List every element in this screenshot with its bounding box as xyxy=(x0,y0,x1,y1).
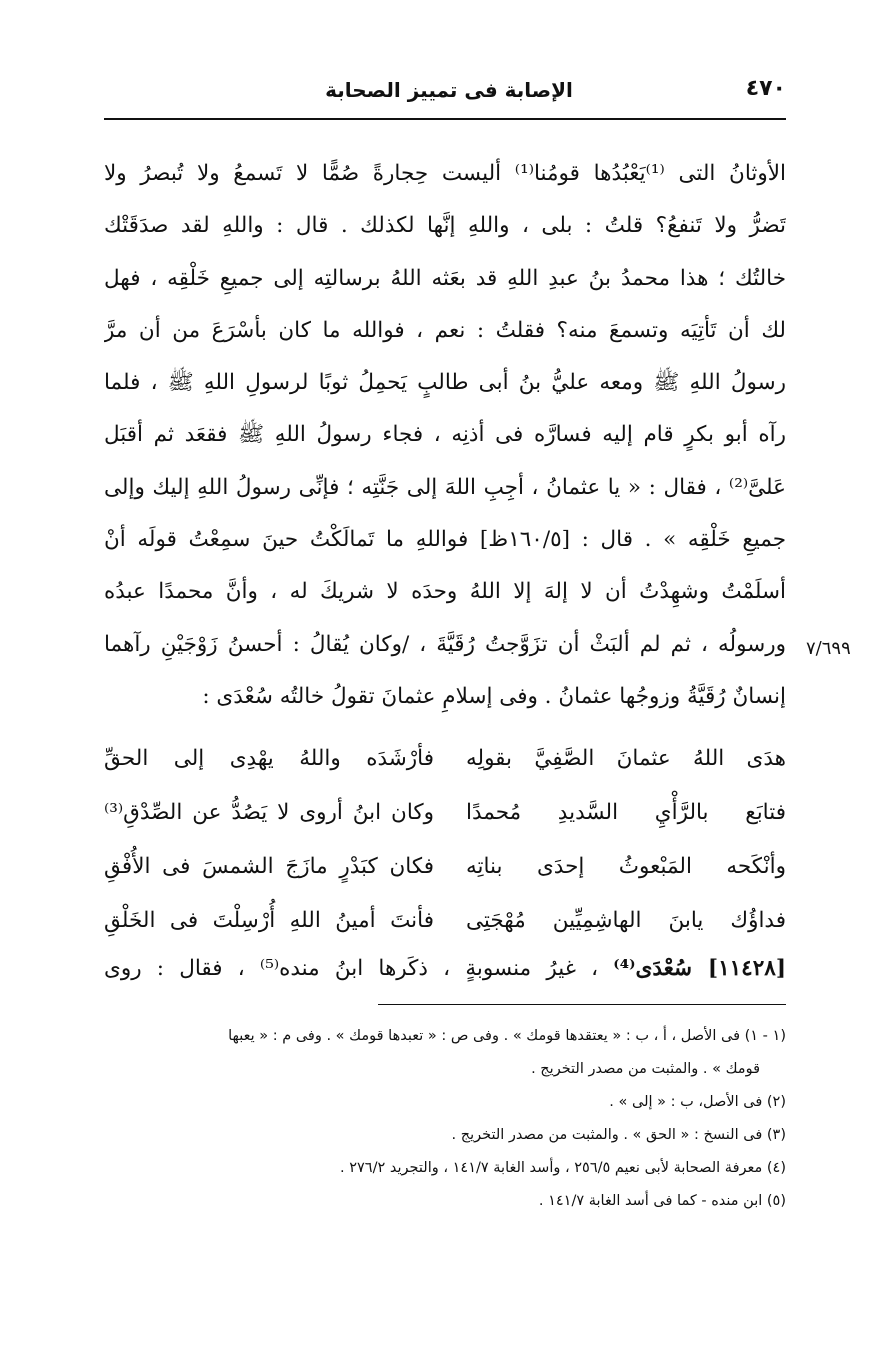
footnotes xyxy=(104,1020,786,1218)
footnote-divider xyxy=(378,1004,786,1005)
page-number: ٤٧٠ xyxy=(745,76,786,101)
text-line: لك أن تَأتِيَه وتسمعَ منه؟ فقلتُ : نعم ، فوالله ما كان بأسْرَعَ من أن مرَّ xyxy=(104,317,786,343)
poem-verse xyxy=(104,846,786,900)
verse-first-hemistich: فتابَع بالرَّأْيِ السَّديدِ مُحمدًا xyxy=(466,800,786,825)
text-line: رآه أبو بكرٍ قام إليه فسارَّه فى أذنِه ، فجاء رسولُ اللهِ ﷺ فقعَد ثم أقبَل xyxy=(104,422,786,448)
text-line: خالتُك ؛ هذا محمدُ بنُ عبدِ اللهِ قد بعَثه اللهُ برسالتِه إلى جميعِ خَلْقِه ، فهل xyxy=(104,265,786,291)
text-line: أسلَمْتُ وشهِدْتُ أن لا إلهَ إلا اللهُ وحدَه لا شريكَ له ، وأنَّ محمدًا عبدُه xyxy=(104,579,786,605)
footnote-continuation: قومك » . والمثبت من مصدر التخريج . xyxy=(531,1061,760,1077)
footnote: (١ - ١) فى الأصل ، أ ، ب : « يعتقدها قومك » . وفى ص : « تعبدها قومك » . وفى م : « يعبها xyxy=(228,1028,786,1044)
entry-line xyxy=(104,956,786,1000)
poem-verse xyxy=(104,792,786,846)
entry-heading: [١١٤٢٨] سُعْدَى⁽⁴⁾ xyxy=(613,956,786,981)
running-title: الإصابة فى تمييز الصحابة xyxy=(325,78,573,102)
text-line: تَضرُّ ولا تَنفعُ؟ قلتُ : بلى ، واللهِ إنَّها لكذلك . قال : واللهِ لقد صدَقَتْك xyxy=(104,213,786,239)
verse-first-hemistich: وأنْكَحه المَبْعوثُ إحدَى بناتِه xyxy=(466,854,786,879)
main-text xyxy=(104,148,786,723)
footnote: (٥) ابن منده - كما فى أسد الغابة ١٤١/٧ . xyxy=(538,1193,786,1209)
text-line: إنسانٌ رُقَيَّةُ وزوجُها عثمانُ . وفى إسلامِ عثمانَ تقولُ خالتُه سُعْدَى : xyxy=(202,683,786,709)
verse-first-hemistich: هدَى اللهُ عثمانَ الصَّفِيَّ بقولِه xyxy=(466,746,786,771)
poem-verse xyxy=(104,900,786,954)
verse-first-hemistich: فداؤُك يابنَ الهاشِمِيِّين مُهْجَتِى xyxy=(466,908,786,933)
margin-reference: ٧/٦٩٩ xyxy=(806,638,851,659)
entry-text: ، غيرُ منسوبةٍ ، ذكَرها ابنُ منده⁽⁵⁾ ، فقال : روى xyxy=(104,956,599,981)
footnote: (٢) فى الأصل، ب : « إلى » . xyxy=(609,1094,786,1110)
footnote: (٤) معرفة الصحابة لأبى نعيم ٢٥٦/٥ ، وأسد الغابة ١٤١/٧ ، والتجريد ٢٧٦/٢ . xyxy=(340,1160,786,1176)
verse-second-hemistich: فكان كبَدْرٍ مازَجَ الشمسَ فى الأُفْقِ xyxy=(104,854,434,879)
text-line: ورسولُه ، ثم لم ألبَثْ أن تزَوَّجتُ رُقَيَّةَ ، /وكان يُقالُ : أحسنُ زَوْجَيْنِ رآهما xyxy=(104,631,786,657)
poem xyxy=(104,738,786,954)
text-line: جميعِ خَلْقِه » . قال : [١٦٠/٥ظ] فواللهِ ما تَمالَكْتُ حينَ سمِعْتُ قولَه أنْ xyxy=(104,527,786,553)
verse-second-hemistich: وكان ابنُ أروى لا يَصُدُّ عن الصِّدْقِ⁽³⁾ xyxy=(104,800,434,825)
page-header xyxy=(104,70,786,120)
verse-second-hemistich: فأرْشَدَه واللهُ يهْدِى إلى الحقِّ xyxy=(104,746,434,771)
text-line: عَلىَّ⁽²⁾ ، فقال : « يا عثمانُ ، أجِبِ اللهَ إلى جَنَّتِه ؛ فإنِّى رسولُ اللهِ إليك وإلى xyxy=(104,474,786,500)
text-line: رسولُ اللهِ ﷺ ومعه عليُّ بنُ أبى طالبٍ يَحمِلُ ثوبًا لرسولِ اللهِ ﷺ ، فلما xyxy=(104,370,786,396)
verse-second-hemistich: فأنتَ أمينُ اللهِ أُرْسِلْتَ فى الخَلْقِ xyxy=(104,908,434,933)
footnote: (٣) فى النسخ : « الحق » . والمثبت من مصدر التخريج . xyxy=(451,1127,786,1143)
poem-verse xyxy=(104,738,786,792)
text-line: الأوثانُ التى ⁽¹⁾يَعْبُدُها قومُنا⁽¹⁾ أليست حِجارةً صُمًّا لا تَسمعُ ولا تُبصرُ ولا xyxy=(104,161,786,186)
